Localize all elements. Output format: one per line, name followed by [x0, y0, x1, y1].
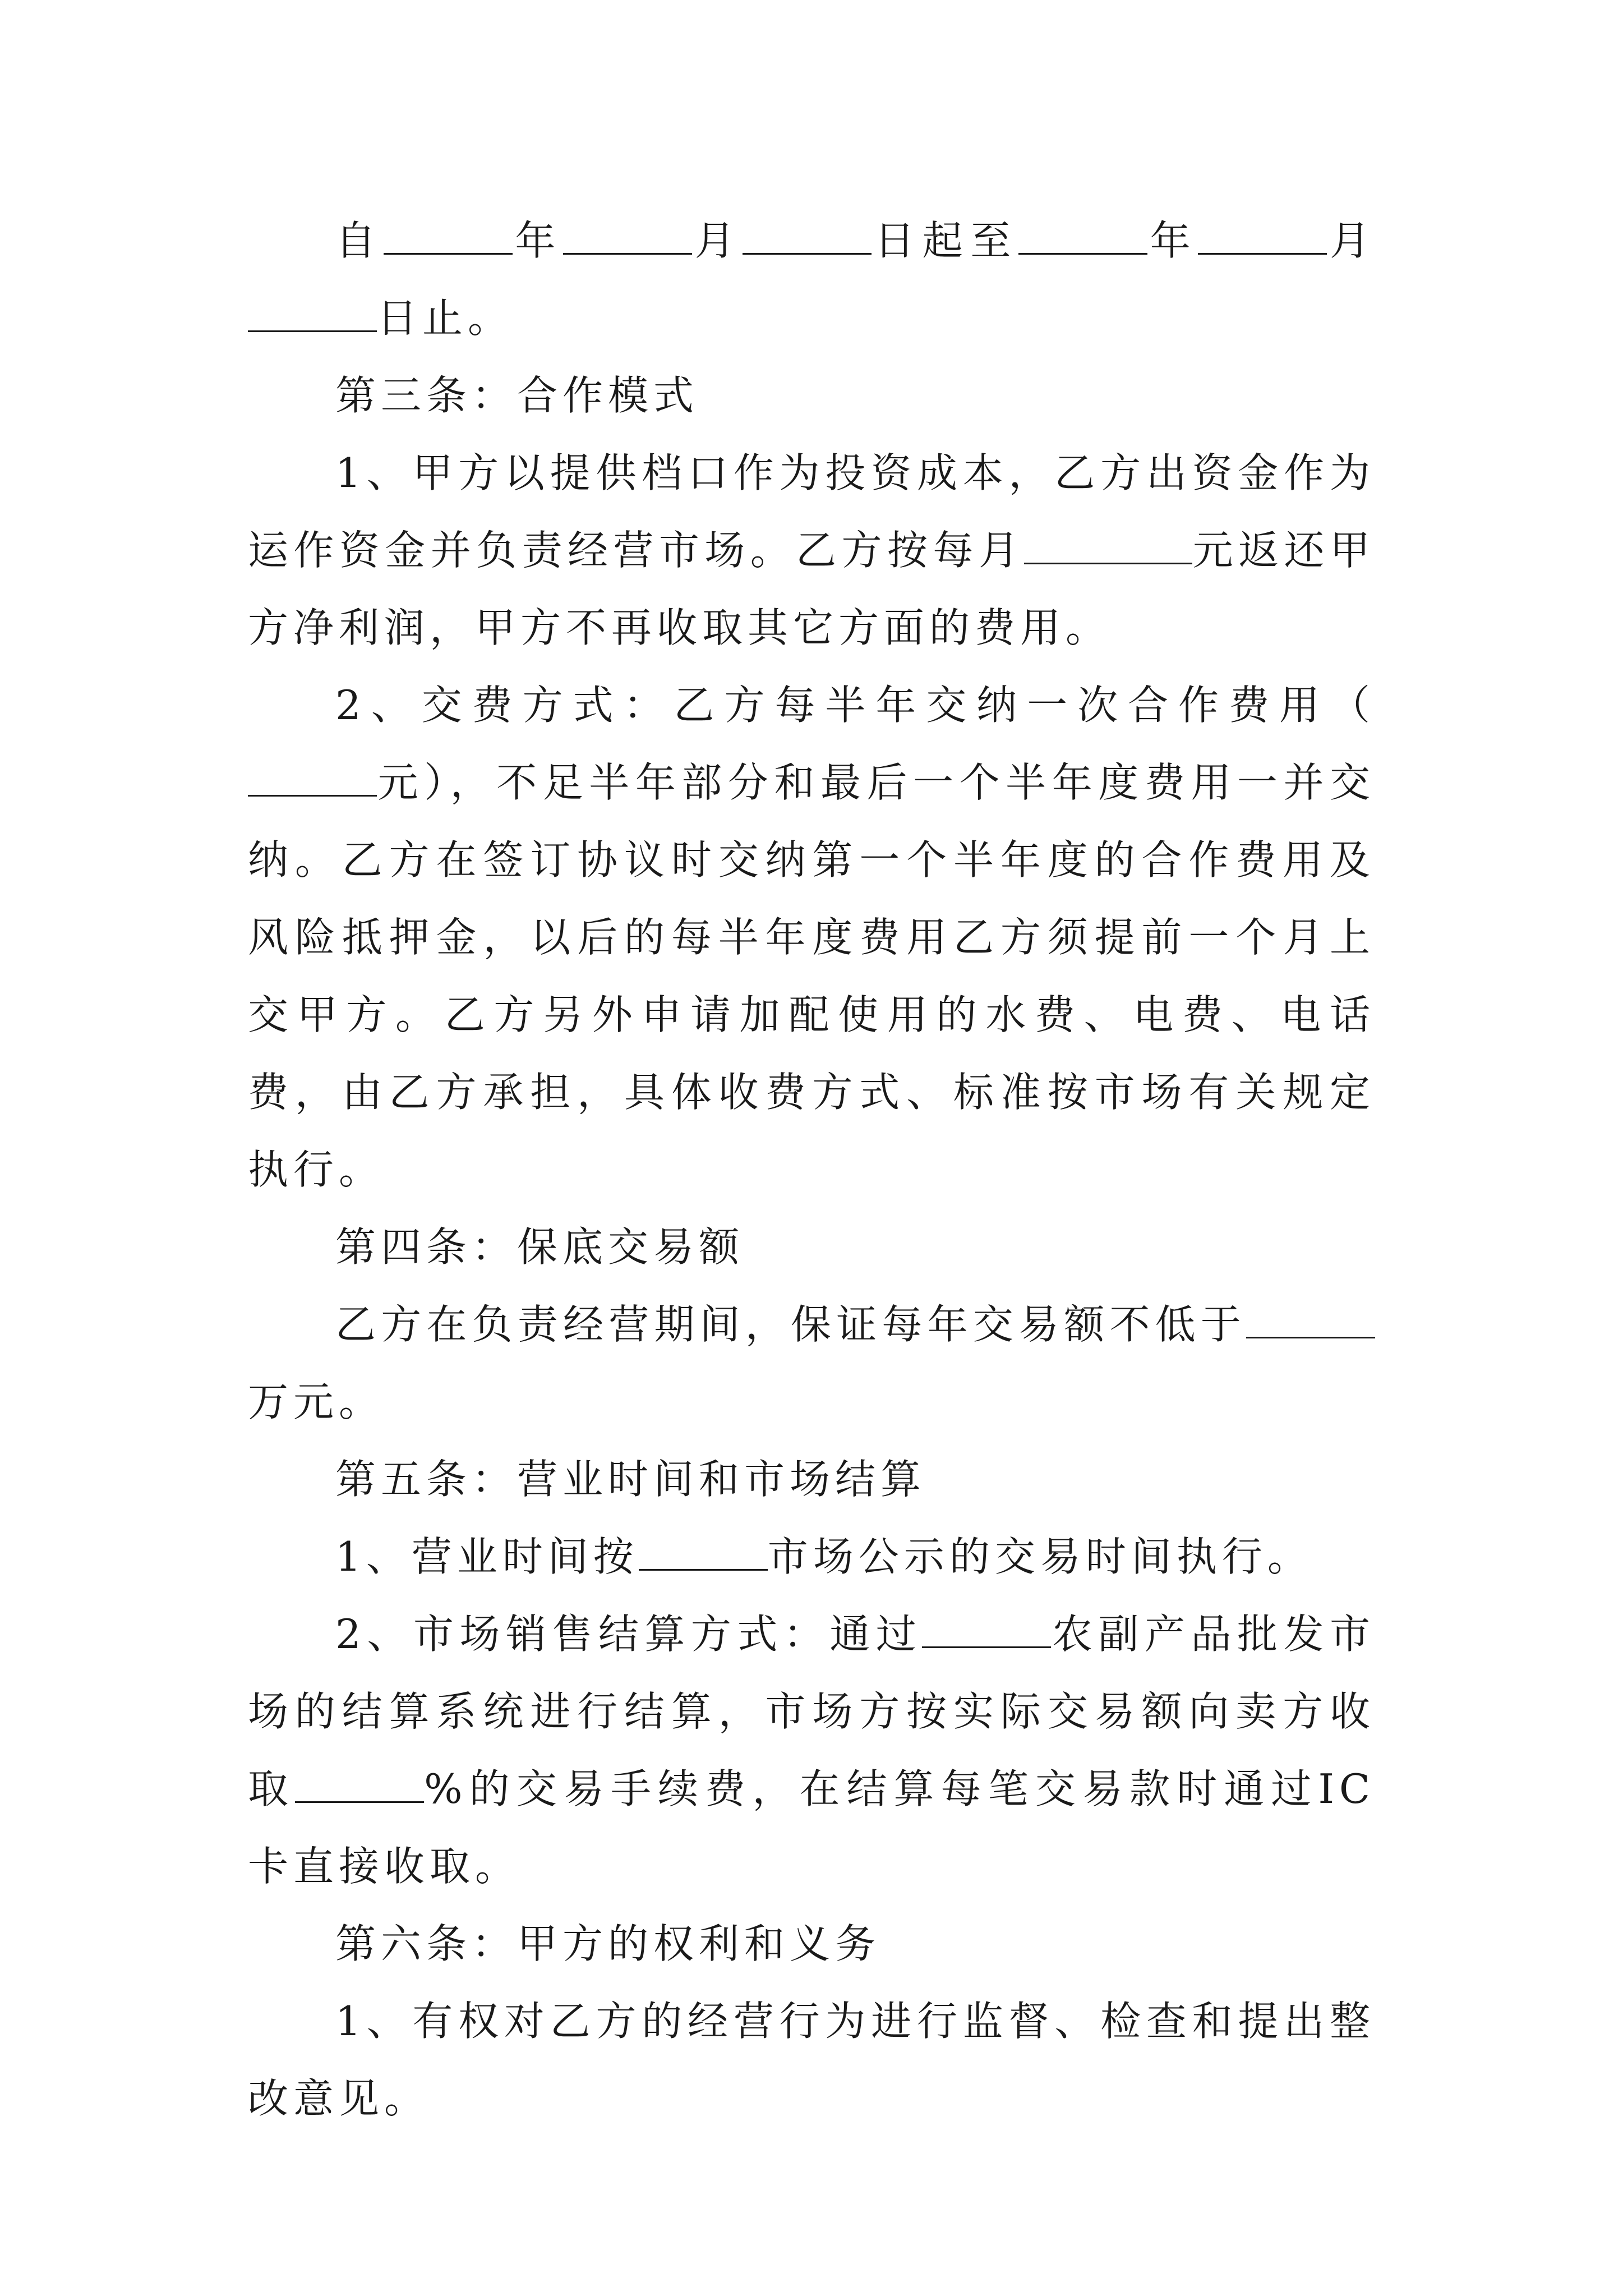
blank-field: [1198, 216, 1327, 255]
term-period-paragraph: [248, 202, 1375, 357]
blank-field: [743, 216, 872, 255]
text-segment: 月: [1327, 217, 1375, 264]
article-5-clause-1: [248, 1518, 1375, 1595]
article-6-heading: 第六条：甲方的权利和义务: [335, 1920, 881, 1967]
text-segment: 元），不足半年部分和最后一个半年度费用一并交纳。乙方在签订协议时交纳第一个半年度的合作费用及风险抵押金，以后的每半年度费用乙方须提前一个月上交甲方。乙方另外申请加配使用的水费、电费、电话费，由乙方承担，具体收费方式、标准按市场有关规定执行。: [248, 759, 1375, 1193]
article-3-heading: 第三条：合作模式: [335, 372, 699, 419]
article-5-clause-2: [248, 1595, 1375, 1905]
text-segment: 元返还甲方净利润，甲方不再收取其它方面的费用。: [248, 527, 1375, 651]
text-segment: 农副产品批发市场的结算系统进行结算，市场方按实际交易额向卖方收取: [248, 1611, 1375, 1812]
blank-field: [1024, 526, 1192, 564]
article-6-clause-1: 1、有权对乙方的经营行为进行监督、检查和提出整改意见。: [248, 1998, 1375, 2122]
text-segment: 1、甲方以提供档口作为投资成本，乙方出资金作为运作资金并负责经营市场。乙方按每月: [248, 449, 1375, 574]
text-segment: 1、营业时间按: [335, 1533, 639, 1580]
blank-field: [1018, 216, 1147, 255]
text-segment: 日起至: [872, 217, 1018, 264]
text-segment: 自: [335, 217, 384, 264]
text-segment: 月: [692, 217, 743, 264]
text-segment: 2、市场销售结算方式：通过: [335, 1611, 923, 1658]
text-segment: 年: [512, 217, 563, 264]
blank-field: [639, 1532, 768, 1571]
text-segment: 年: [1147, 217, 1198, 264]
blank-field: [248, 293, 377, 332]
text-segment: %的交易手续费，在结算每笔交易款时通过IC卡直接收取。: [248, 1765, 1375, 1890]
article-4-clause: [248, 1286, 1375, 1441]
text-segment: 万元。: [248, 1378, 385, 1425]
article-4-heading: 第四条：保底交易额: [335, 1223, 745, 1271]
text-segment: 2、交费方式：乙方每半年交纳一次合作费用（: [335, 682, 1375, 729]
article-3-clause-1: [248, 434, 1375, 666]
blank-field: [1246, 1300, 1375, 1338]
document-body: [248, 202, 1375, 2137]
article-3-clause-2: [248, 666, 1375, 1208]
blank-field: [922, 1609, 1051, 1648]
text-segment: 乙方在负责经营期间，保证每年交易额不低于: [335, 1301, 1246, 1348]
blank-field: [295, 1764, 424, 1803]
text-segment: 日止。: [377, 295, 514, 342]
text-segment: 市场公示的交易时间执行。: [767, 1533, 1313, 1580]
blank-field: [248, 758, 377, 797]
article-5-heading: 第五条：营业时间和市场结算: [335, 1456, 926, 1503]
blank-field: [563, 216, 692, 255]
blank-field: [384, 216, 513, 255]
